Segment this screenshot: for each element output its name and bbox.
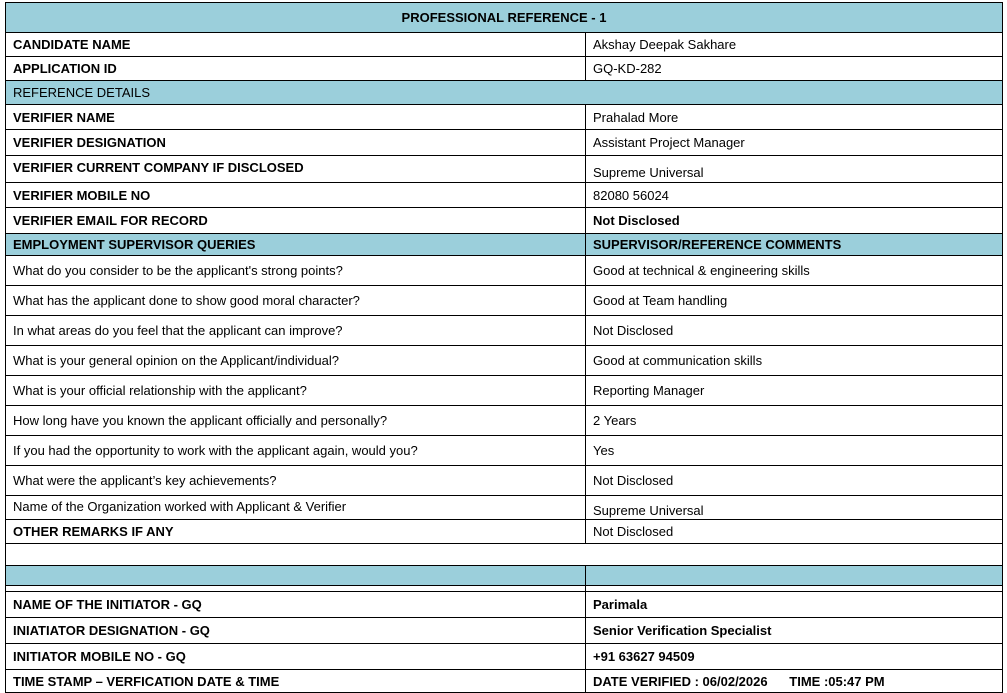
other-remarks-row: [5, 520, 1003, 544]
query-row: [5, 346, 1003, 376]
query-row: [5, 256, 1003, 286]
verifier-company-label: VERIFIER CURRENT COMPANY IF DISCLOSED: [6, 156, 586, 182]
verifier-company-row: [5, 156, 1003, 183]
timestamp-label: TIME STAMP – VERFICATION DATE & TIME: [6, 670, 586, 692]
initiator-mobile-value: +91 63627 94509: [593, 649, 695, 664]
verifier-mobile-row: [5, 183, 1003, 208]
query-question: What has the applicant done to show good moral character?: [6, 286, 586, 315]
initiator-designation-value: Senior Verification Specialist: [593, 623, 772, 638]
initiator-header-row: [5, 566, 1003, 586]
verifier-company-value: Supreme Universal: [593, 165, 704, 180]
initiator-name-value: Parimala: [593, 597, 648, 612]
reference-details-header-row: [5, 81, 1003, 105]
verifier-designation-label: VERIFIER DESIGNATION: [6, 130, 586, 155]
initiator-mobile-label: INITIATOR MOBILE NO - GQ: [6, 644, 586, 669]
query-answer: Yes: [593, 443, 615, 458]
candidate-name-label: CANDIDATE NAME: [6, 33, 586, 56]
query-answer: Good at Team handling: [593, 293, 728, 308]
query-question: What is your general opinion on the Applicant/individual?: [6, 346, 586, 375]
query-answer: Good at communication skills: [593, 353, 763, 368]
timestamp-value: DATE VERIFIED : 06/02/2026 TIME :05:47 PM: [593, 673, 885, 689]
timestamp-row: [5, 670, 1003, 693]
query-row: [5, 316, 1003, 346]
queries-header-right: SUPERVISOR/REFERENCE COMMENTS: [593, 237, 842, 252]
verifier-designation-value: Assistant Project Manager: [593, 135, 745, 150]
verifier-name-row: [5, 105, 1003, 130]
query-answer: 2 Years: [593, 413, 637, 428]
verifier-email-row: [5, 208, 1003, 234]
candidate-name-row: [5, 33, 1003, 57]
application-id-value: GQ-KD-282: [593, 61, 662, 76]
reference-details-header: REFERENCE DETAILS: [13, 85, 151, 100]
query-question: What is your official relationship with the applicant?: [6, 376, 586, 405]
form-title-row: [5, 2, 1003, 33]
query-row: [5, 466, 1003, 496]
reference-form: [5, 2, 1003, 693]
query-row: [5, 286, 1003, 316]
query-question: What were the applicant’s key achievements?: [6, 466, 586, 495]
initiator-mobile-row: [5, 644, 1003, 670]
blank-spacer-row: [5, 544, 1003, 566]
spacer-left: [6, 586, 586, 591]
query-row: [5, 496, 1003, 520]
query-answer: Good at technical & engineering skills: [593, 263, 810, 278]
initiator-header-right: [586, 566, 1002, 585]
form-title: PROFESSIONAL REFERENCE - 1: [401, 10, 607, 25]
verifier-mobile-label: VERIFIER MOBILE NO: [6, 183, 586, 207]
query-question: If you had the opportunity to work with the applicant again, would you?: [6, 436, 586, 465]
query-question: In what areas do you feel that the applicant can improve?: [6, 316, 586, 345]
verifier-email-label: VERIFIER EMAIL FOR RECORD: [6, 208, 586, 233]
query-answer: Reporting Manager: [593, 383, 705, 398]
other-remarks-label: OTHER REMARKS IF ANY: [6, 520, 586, 543]
verifier-email-value: Not Disclosed: [593, 213, 680, 228]
initiator-designation-row: [5, 618, 1003, 644]
verifier-mobile-value: 82080 56024: [593, 187, 669, 203]
query-question: How long have you known the applicant officially and personally?: [6, 406, 586, 435]
query-question: Name of the Organization worked with Applicant & Verifier: [6, 496, 586, 519]
queries-header-left: EMPLOYMENT SUPERVISOR QUERIES: [6, 234, 586, 255]
verifier-name-label: VERIFIER NAME: [6, 105, 586, 129]
query-row: [5, 436, 1003, 466]
candidate-name-value: Akshay Deepak Sakhare: [593, 37, 737, 52]
verifier-name-value: Prahalad More: [593, 109, 679, 125]
query-row: [5, 376, 1003, 406]
query-question: What do you consider to be the applicant's strong points?: [6, 256, 586, 285]
query-answer: Not Disclosed: [593, 473, 674, 488]
other-remarks-value: Not Disclosed: [593, 524, 674, 539]
initiator-designation-label: INIATIATOR DESIGNATION - GQ: [6, 618, 586, 643]
application-id-label: APPLICATION ID: [6, 57, 586, 80]
queries-header-row: [5, 234, 1003, 256]
query-answer: Not Disclosed: [593, 323, 674, 338]
verifier-designation-row: [5, 130, 1003, 156]
initiator-name-row: [5, 592, 1003, 618]
initiator-name-label: NAME OF THE INITIATOR - GQ: [6, 592, 586, 617]
initiator-header-left: [6, 566, 586, 585]
query-row: [5, 406, 1003, 436]
application-id-row: [5, 57, 1003, 81]
query-answer: Supreme Universal: [593, 503, 704, 518]
